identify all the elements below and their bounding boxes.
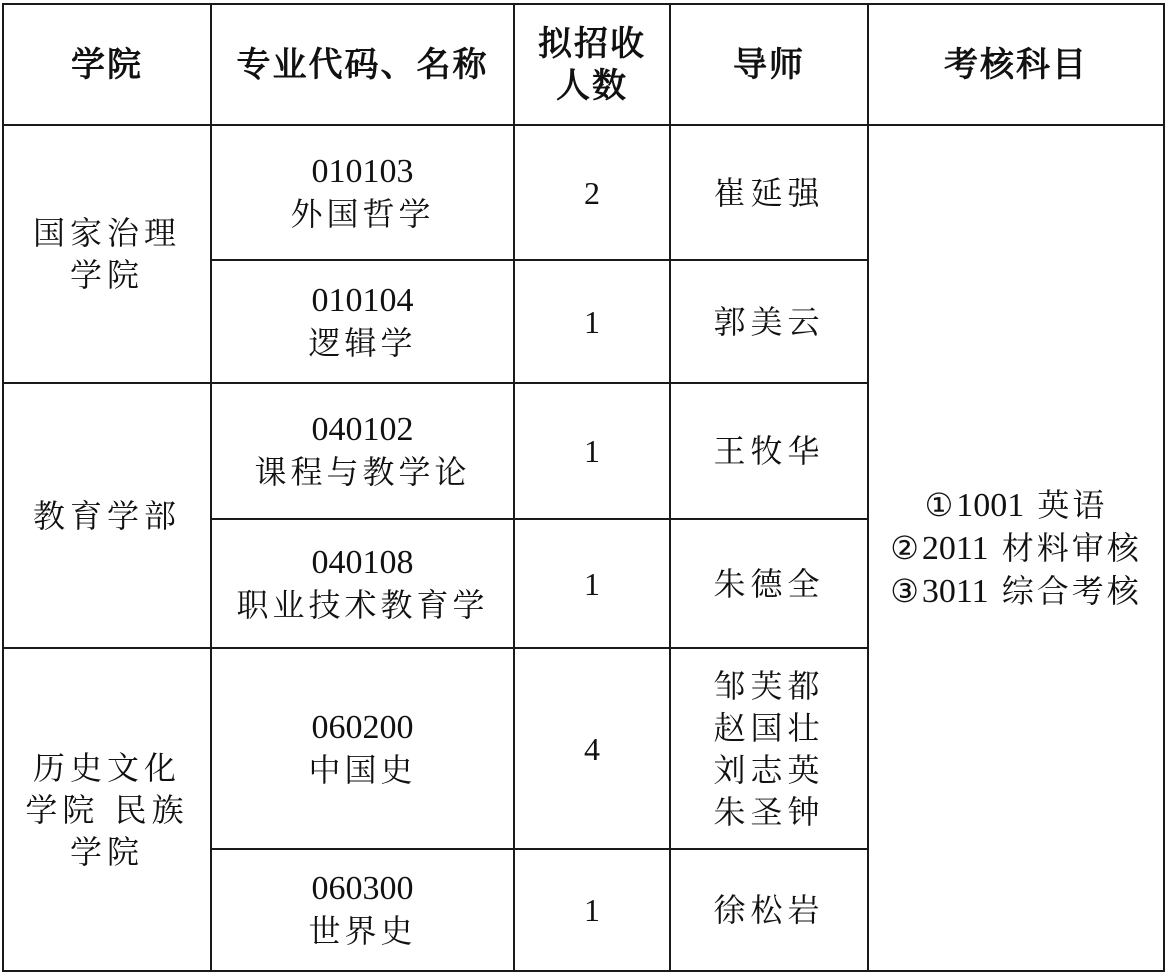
header-college: 学院 bbox=[3, 4, 211, 125]
subject-item: ①1001 英语 bbox=[924, 485, 1108, 524]
quota-cell: 2 bbox=[514, 125, 670, 260]
advisor-cell: 朱德全 bbox=[670, 519, 868, 648]
major-name: 外国哲学 bbox=[290, 194, 435, 233]
table-row bbox=[3, 125, 1164, 260]
subjects-cell bbox=[868, 125, 1164, 971]
major-cell bbox=[211, 519, 514, 648]
header-advisor: 导师 bbox=[670, 4, 868, 125]
major-cell bbox=[211, 383, 514, 519]
quota-cell: 1 bbox=[514, 260, 670, 383]
major-name: 课程与教学论 bbox=[254, 453, 471, 491]
major-code: 060200 bbox=[311, 708, 414, 746]
advisor-cell: 邹芙都 赵国壮 刘志英 朱圣钟 bbox=[670, 648, 868, 849]
header-subjects: 考核科目 bbox=[868, 4, 1164, 125]
major-cell bbox=[211, 849, 514, 971]
major-cell bbox=[211, 125, 514, 260]
major-code: 010104 bbox=[311, 281, 414, 319]
quota-cell: 1 bbox=[514, 383, 670, 519]
major-name: 逻辑学 bbox=[308, 323, 417, 362]
college-cell: 历史文化 学院 民族 学院 bbox=[3, 648, 211, 971]
college-cell: 教育学部 bbox=[3, 383, 211, 648]
major-code: 040108 bbox=[311, 543, 414, 581]
major-name: 中国史 bbox=[308, 750, 417, 789]
major-cell bbox=[211, 648, 514, 849]
header-major: 专业代码、名称 bbox=[211, 4, 514, 125]
major-code: 060300 bbox=[311, 870, 414, 907]
advisor-cell: 郭美云 bbox=[670, 260, 868, 383]
major-code: 010103 bbox=[311, 152, 414, 190]
quota-cell: 1 bbox=[514, 519, 670, 648]
advisor-cell: 崔延强 bbox=[670, 125, 868, 260]
major-name: 世界史 bbox=[308, 912, 417, 950]
advisor-cell: 王牧华 bbox=[670, 383, 868, 519]
major-cell bbox=[211, 260, 514, 383]
header-row bbox=[3, 4, 1164, 125]
quota-cell: 1 bbox=[514, 849, 670, 971]
subject-item: ②2011 材料审核 bbox=[890, 528, 1142, 567]
quota-cell: 4 bbox=[514, 648, 670, 849]
major-name: 职业技术教育学 bbox=[236, 585, 489, 624]
admissions-table bbox=[2, 3, 1165, 972]
advisor-cell: 徐松岩 bbox=[670, 849, 868, 971]
major-code: 040102 bbox=[311, 411, 414, 448]
header-quota: 拟招收 人数 bbox=[514, 4, 670, 125]
subject-item: ③3011 综合考核 bbox=[890, 571, 1142, 610]
college-cell: 国家治理 学院 bbox=[3, 125, 211, 383]
